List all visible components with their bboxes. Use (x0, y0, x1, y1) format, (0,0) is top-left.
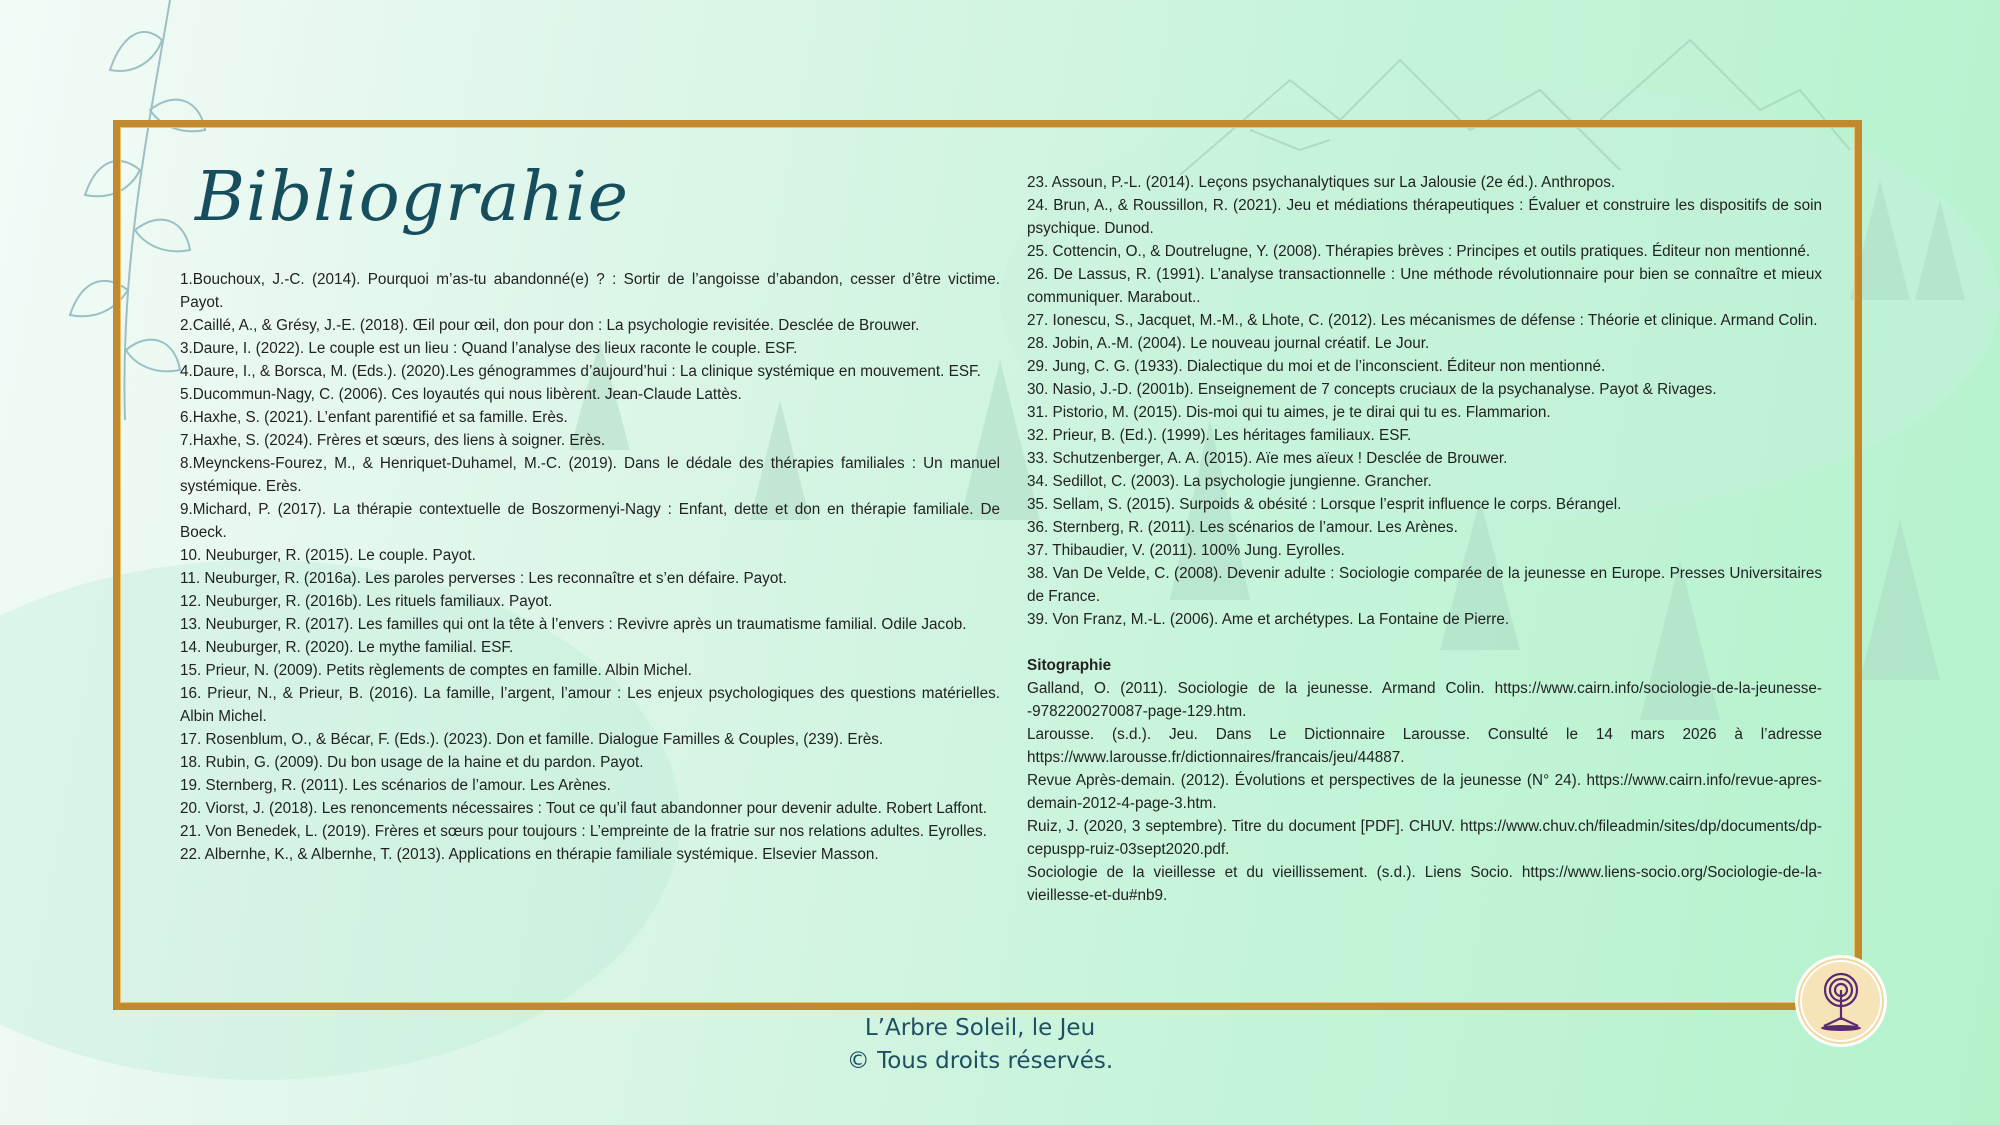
reference-item: 7.Haxhe, S. (2024). Frères et sœurs, des liens à soigner. Erès. (180, 432, 606, 449)
reference-item: 12. Neuburger, R. (2016b). Les rituels familiaux. Payot. (180, 593, 553, 610)
sitography-heading: Sitographie (1027, 657, 1112, 674)
reference-item: 29. Jung, C. G. (1933). Dialectique du moi et de l’inconscient. Éditeur non mentionné. (1027, 358, 1606, 375)
reference-item: 3.Daure, I. (2022). Le couple est un lieu : Quand l’analyse des lieux raconte le couple. ESF. (180, 340, 798, 357)
reference-item: 6.Haxhe, S. (2021). L’enfant parentifié et sa famille. Erès. (180, 409, 568, 426)
reference-item: 32. Prieur, B. (Ed.). (1999). Les héritages familiaux. ESF. (1027, 427, 1412, 444)
reference-item: 4.Daure, I., & Borsca, M. (Eds.). (2020).Les génogrammes d’aujourd’hui : La clinique systémique en mouvement. ESF. (180, 363, 981, 380)
reference-item: 24. Brun, A., & Roussillon, R. (2021). Jeu et médiations thérapeutiques : Évaluer et construire les dispositifs de soin psychique. Dunod. (1027, 197, 1822, 237)
reference-item: 19. Sternberg, R. (2011). Les scénarios de l’amour. Les Arènes. (180, 777, 611, 794)
bibliography-left-column (180, 268, 1000, 866)
reference-item: 35. Sellam, S. (2015). Surpoids & obésité : Lorsque l’esprit influence le corps. Bérangel. (1027, 496, 1622, 513)
reference-item: 31. Pistorio, M. (2015). Dis-moi qui tu aimes, je te dirai qui tu es. Flammarion. (1027, 404, 1551, 421)
reference-item: 15. Prieur, N. (2009). Petits règlements de comptes en famille. Albin Michel. (180, 662, 692, 679)
reference-item: 10. Neuburger, R. (2015). Le couple. Payot. (180, 547, 476, 564)
reference-item: 27. Ionescu, S., Jacquet, M.-M., & Lhote, C. (2012). Les mécanismes de défense : Théorie et clinique. Armand Colin. (1027, 312, 1818, 329)
reference-item: 36. Sternberg, R. (2011). Les scénarios de l’amour. Les Arènes. (1027, 519, 1458, 536)
reference-item: 23. Assoun, P.-L. (2014). Leçons psychanalytiques sur La Jalousie (2e éd.). Anthropos. (1027, 174, 1616, 191)
footer-copyright: © Tous droits réservés. (846, 1048, 1114, 1074)
reference-item: 17. Rosenblum, O., & Bécar, F. (Eds.). (2023). Don et famille. Dialogue Familles & Couples, (239). Erès. (180, 731, 884, 748)
reference-item: 11. Neuburger, R. (2016a). Les paroles perverses : Les reconnaître et s’en défaire. Payot. (180, 570, 787, 587)
reference-item: 33. Schutzenberger, A. A. (2015). Aïe mes aïeux ! Desclée de Brouwer. (1027, 450, 1508, 467)
sitography-item: Sociologie de la vieillesse et du vieillissement. (s.d.). Liens Socio. https://www.liens-socio.org/Sociologie-de-la-vieillesse-et-du#nb9. (1027, 864, 1822, 904)
reference-item: 14. Neuburger, R. (2020). Le mythe familial. ESF. (180, 639, 514, 656)
bibliography-right-column (1027, 171, 1822, 907)
sitography-item: Revue Après-demain. (2012). Évolutions et perspectives de la jeunesse (N° 24). https://www.cairn.info/revue-apres-demain-2012-4-page-3.htm. (1027, 772, 1822, 812)
reference-item: 38. Van De Velde, C. (2008). Devenir adulte : Sociologie comparée de la jeunesse en Europe. Presses Universitaires de France. (1027, 565, 1822, 605)
footer (800, 1012, 1160, 1078)
reference-item: 22. Albernhe, K., & Albernhe, T. (2013). Applications en thérapie familiale systémique. Elsevier Masson. (180, 846, 879, 863)
reference-item: 1.Bouchoux, J.-C. (2014). Pourquoi m’as-tu abandonné(e) ? : Sortir de l’angoisse d’abandon, cesser d’être victime. Payot. (180, 271, 1000, 311)
sitography-item: Galland, O. (2011). Sociologie de la jeunesse. Armand Colin. https://www.cairn.info/sociologie-de-la-jeunesse--9782200270087-page-129.htm. (1027, 680, 1822, 720)
reference-item: 18. Rubin, G. (2009). Du bon usage de la haine et du pardon. Payot. (180, 754, 644, 771)
reference-item: 25. Cottencin, O., & Doutrelugne, Y. (2008). Thérapies brèves : Principes et outils pratiques. Éditeur non mentionné. (1027, 243, 1811, 260)
reference-item: 28. Jobin, A.-M. (2004). Le nouveau journal créatif. Le Jour. (1027, 335, 1430, 352)
spiral-tree-logo-icon (1798, 958, 1884, 1044)
sitography-item: Larousse. (s.d.). Jeu. Dans Le Dictionnaire Larousse. Consulté le 14 mars 2026 à l’adresse https://www.larousse.fr/dictionnaires/francais/jeu/44887. (1027, 726, 1822, 766)
reference-item: 16. Prieur, N., & Prieur, B. (2016). La famille, l’argent, l’amour : Les enjeux psychologiques des questions matérielles. Albin Michel. (180, 685, 1000, 725)
footer-brand: L’Arbre Soleil, le Jeu (864, 1015, 1096, 1041)
page-title: Bibliograhie (195, 158, 630, 237)
reference-item: 26. De Lassus, R. (1991). L’analyse transactionnelle : Une méthode révolutionnaire pour bien se connaître et mieux communiquer. Marabout.. (1027, 266, 1822, 306)
sitography-item: Ruiz, J. (2020, 3 septembre). Titre du document [PDF]. CHUV. https://www.chuv.ch/fileadmin/sites/dp/documents/dp-cepuspp-ruiz-03sept2020.pdf. (1027, 818, 1822, 858)
reference-item: 34. Sedillot, C. (2003). La psychologie jungienne. Grancher. (1027, 473, 1432, 490)
reference-item: 8.Meynckens-Fourez, M., & Henriquet-Duhamel, M.-C. (2019). Dans le dédale des thérapies familiales : Un manuel systémique. Erès. (180, 455, 1000, 495)
reference-item: 13. Neuburger, R. (2017). Les familles qui ont la tête à l’envers : Revivre après un traumatisme familial. Odile Jacob. (180, 616, 967, 633)
reference-item: 20. Viorst, J. (2018). Les renoncements nécessaires : Tout ce qu’il faut abandonner pour devenir adulte. Robert Laffont. (180, 800, 987, 817)
reference-item: 37. Thibaudier, V. (2011). 100% Jung. Eyrolles. (1027, 542, 1345, 559)
reference-item: 39. Von Franz, M.-L. (2006). Ame et archétypes. La Fontaine de Pierre. (1027, 611, 1510, 628)
reference-item: 5.Ducommun-Nagy, C. (2006). Ces loyautés qui nous libèrent. Jean-Claude Lattès. (180, 386, 742, 403)
reference-item: 9.Michard, P. (2017). La thérapie contextuelle de Boszormenyi-Nagy : Enfant, dette et don en thérapie familiale. De Boeck. (180, 501, 1000, 541)
reference-item: 2.Caillé, A., & Grésy, J.-E. (2018). Œil pour œil, don pour don : La psychologie revisitée. Desclée de Brouwer. (180, 317, 920, 334)
reference-item: 30. Nasio, J.-D. (2001b). Enseignement de 7 concepts cruciaux de la psychanalyse. Payot & Rivages. (1027, 381, 1717, 398)
reference-item: 21. Von Benedek, L. (2019). Frères et sœurs pour toujours : L’empreinte de la fratrie sur nos relations adultes. Eyrolles. (180, 823, 987, 840)
